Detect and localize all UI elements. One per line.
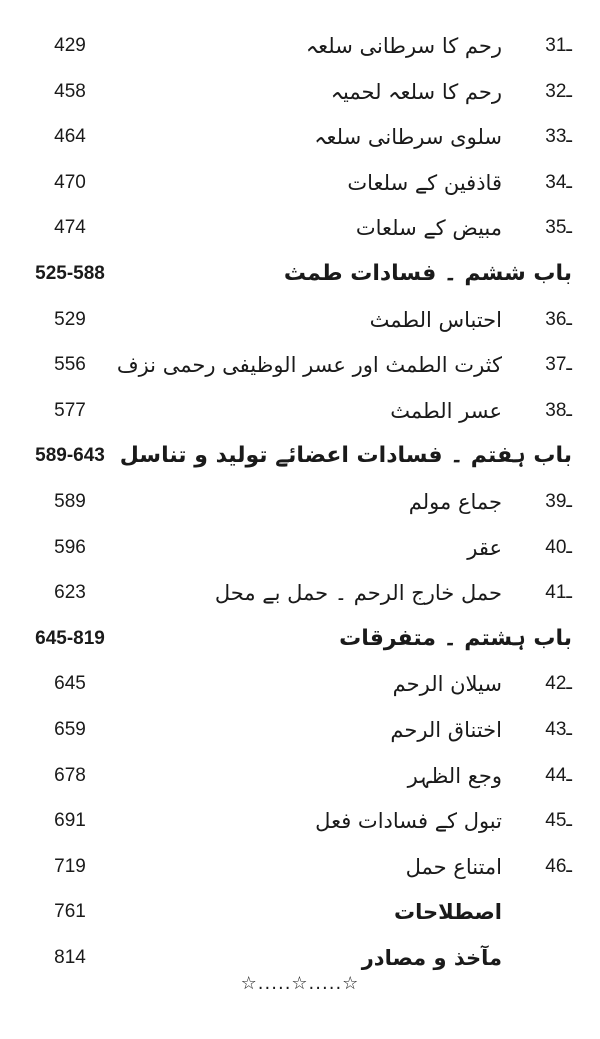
toc-entry-row xyxy=(0,710,600,750)
entry-number: 31ـ xyxy=(545,35,572,56)
footer-ornament: ☆.....☆.....☆ xyxy=(240,973,360,994)
entry-title: اختناق الرحم xyxy=(390,718,502,742)
toc-entry-row xyxy=(0,482,600,522)
toc-entry-row xyxy=(0,756,600,796)
entry-number: 37ـ xyxy=(545,354,572,376)
entry-number: 43ـ xyxy=(545,719,572,740)
entry-number: 38ـ xyxy=(545,399,572,421)
entry-title: عسر الطمث xyxy=(390,398,502,423)
page-number: 645 xyxy=(54,673,86,695)
entry-title: اصطلاحات xyxy=(393,900,502,925)
chapter-title: باب ششم ۔ فسادات طمث xyxy=(283,261,572,286)
entry-title: جماع مولم xyxy=(408,490,502,514)
toc-entry-row xyxy=(0,163,600,203)
page-number: 556 xyxy=(54,354,86,376)
page-number: 458 xyxy=(54,80,86,102)
toc-backmatter-row xyxy=(0,892,600,932)
toc-entry-row xyxy=(0,801,600,841)
page-number: 474 xyxy=(54,217,86,239)
entry-title: حمل خارج الرحم ۔ حمل بے محل xyxy=(214,581,502,606)
toc-entry-row xyxy=(0,72,600,112)
entry-title: رحم کا سرطانی سلعہ xyxy=(305,34,502,58)
entry-number: 33ـ xyxy=(545,126,572,148)
entry-title: مبیض کے سلعات xyxy=(355,216,502,241)
entry-title: عقر xyxy=(467,535,502,560)
entry-title: سیلان الرحم xyxy=(392,672,502,697)
entry-title: احتباس الطمث xyxy=(369,307,502,332)
entry-number: 36ـ xyxy=(545,308,572,330)
page-number: 577 xyxy=(54,399,86,421)
entry-number: 39ـ xyxy=(545,491,572,512)
page-number: 589-643 xyxy=(35,445,105,467)
entry-title: مآخذ و مصادر xyxy=(361,946,502,970)
entry-number: 44ـ xyxy=(545,764,572,786)
toc-entry-row xyxy=(0,573,600,613)
entry-number: 40ـ xyxy=(545,536,572,558)
entry-number: 35ـ xyxy=(545,217,572,239)
toc-chapter-row xyxy=(0,254,600,294)
entry-title: قاذفین کے سلعات xyxy=(347,170,502,195)
entry-title: امتناع حمل xyxy=(405,854,502,879)
toc-entry-row xyxy=(0,664,600,704)
toc-entry-row xyxy=(0,847,600,887)
chapter-title: باب ہشتم ۔ متفرقات xyxy=(339,625,572,651)
page-number: 589 xyxy=(54,491,86,512)
entry-title: سلوی سرطانی سلعہ xyxy=(314,125,502,150)
toc-entry-row xyxy=(0,26,600,66)
page-number: 814 xyxy=(54,947,86,968)
toc-entry-row xyxy=(0,300,600,340)
entry-title: تبول کے فسادات فعل xyxy=(315,809,502,834)
page-number: 470 xyxy=(54,171,86,193)
toc-entry-row xyxy=(0,391,600,431)
page-number: 691 xyxy=(54,810,86,832)
entry-title: رحم کا سلعہ لحمیہ xyxy=(330,79,502,104)
page-number: 623 xyxy=(54,582,86,604)
page-number: 464 xyxy=(54,126,86,148)
entry-number: 34ـ xyxy=(545,171,572,193)
page-number: 678 xyxy=(54,764,86,786)
entry-number: 45ـ xyxy=(545,810,572,832)
page-number: 596 xyxy=(54,536,86,558)
page-number: 645-819 xyxy=(35,627,105,649)
entry-number: 41ـ xyxy=(545,582,572,604)
toc-entry-row xyxy=(0,345,600,385)
page-number: 761 xyxy=(54,901,86,923)
page-number: 525-588 xyxy=(35,263,105,284)
page-number: 659 xyxy=(54,719,86,740)
chapter-title: باب ہفتم ۔ فسادات اعضائے تولید و تناسل xyxy=(119,443,572,469)
toc-entry-row xyxy=(0,117,600,157)
toc-entry-row xyxy=(0,208,600,248)
page-number: 429 xyxy=(54,35,86,56)
toc-chapter-row xyxy=(0,619,600,659)
entry-number: 32ـ xyxy=(545,80,572,102)
entry-title: وجع الظہر xyxy=(407,763,502,788)
toc-entry-row xyxy=(0,528,600,568)
entry-title: کثرت الطمث اور عسر الوظیفی رحمی نزف xyxy=(116,353,502,378)
entry-number: 46ـ xyxy=(545,855,572,877)
page-number: 529 xyxy=(54,308,86,330)
page-number: 719 xyxy=(54,855,86,877)
toc-chapter-row xyxy=(0,436,600,476)
entry-number: 42ـ xyxy=(545,673,572,695)
